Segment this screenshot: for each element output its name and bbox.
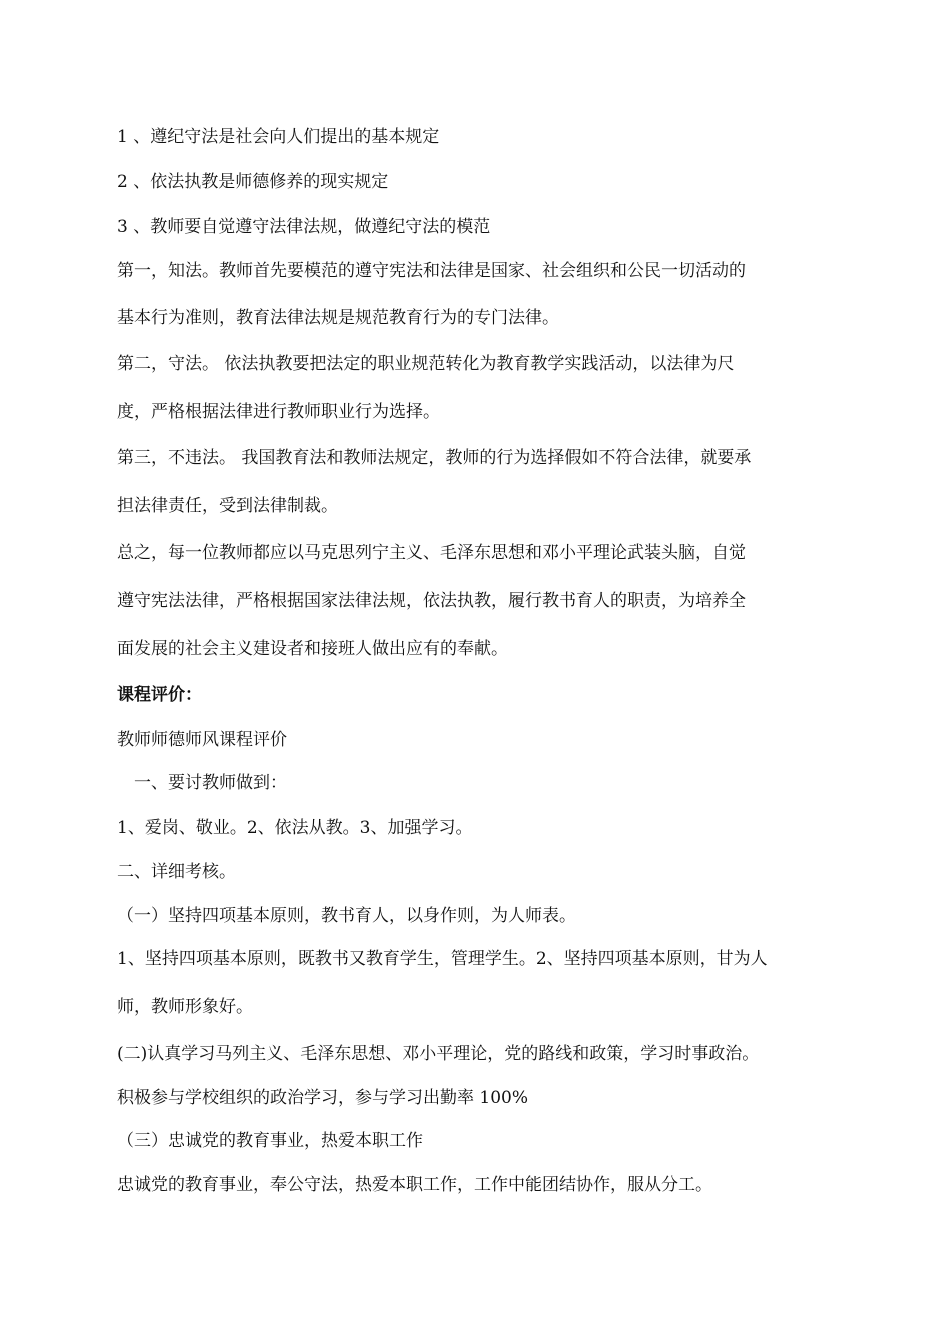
evaluation-subsection-2: (二)认真学习马列主义、毛泽东思想、邓小平理论，党的路线和政策，学习时事政治。 xyxy=(117,1044,760,1064)
section-heading-course-evaluation: 课程评价： xyxy=(117,685,202,705)
paragraph-second-line-1: 第二，守法。 依法执教要把法定的职业规范转化为教育教学实践活动，以法律为尺 xyxy=(117,354,735,374)
summary-line-3: 面发展的社会主义建设者和接班人做出应有的奉献。 xyxy=(117,639,508,659)
numbered-item-1: 1 、遵纪守法是社会向人们提出的基本规定 xyxy=(117,127,440,147)
paragraph-third-line-2: 担法律责任，受到法律制裁。 xyxy=(117,496,338,516)
paragraph-first-line-2: 基本行为准则，教育法律法规是规范教育行为的专门法律。 xyxy=(117,308,559,328)
evaluation-subsection-1-detail-line-1: 1、坚持四项基本原则，既教书又教育学生，管理学生。2、坚持四项基本原则，甘为人 xyxy=(117,949,768,969)
summary-line-1: 总之，每一位教师都应以马克思列宁主义、毛泽东思想和邓小平理论武装头脑，自觉 xyxy=(117,543,746,563)
evaluation-part-1-heading: 一、要讨教师做到： xyxy=(134,773,287,793)
paragraph-third-line-1: 第三，不违法。 我国教育法和教师法规定，教师的行为选择假如不符合法律，就要承 xyxy=(117,448,752,468)
paragraph-second-line-2: 度，严格根据法律进行教师职业行为选择。 xyxy=(117,402,440,422)
evaluation-subsection-3-detail: 忠诚党的教育事业，奉公守法，热爱本职工作，工作中能团结协作，服从分工。 xyxy=(117,1175,712,1195)
evaluation-subsection-1: （一）坚持四项基本原则，教书育人，以身作则，为人师表。 xyxy=(117,906,576,926)
evaluation-subsection-1-detail-line-2: 师，教师形象好。 xyxy=(117,997,253,1017)
numbered-item-2: 2 、依法执教是师德修养的现实规定 xyxy=(117,172,389,192)
summary-line-2: 遵守宪法法律，严格根据国家法律法规，依法执教，履行教书育人的职责，为培养全 xyxy=(117,591,746,611)
paragraph-first-line-1: 第一，知法。教师首先要模范的遵守宪法和法律是国家、社会组织和公民一切活动的 xyxy=(117,261,746,281)
evaluation-subsection-2-detail: 积极参与学校组织的政治学习，参与学习出勤率 100% xyxy=(117,1088,529,1108)
evaluation-part-1-items: 1、爱岗、敬业。2、依法从教。3、加强学习。 xyxy=(117,818,473,838)
evaluation-title: 教师师德师风课程评价 xyxy=(117,730,287,750)
evaluation-subsection-3: （三）忠诚党的教育事业，热爱本职工作 xyxy=(117,1131,423,1151)
evaluation-part-2-heading: 二、详细考核。 xyxy=(117,862,236,882)
numbered-item-3: 3 、教师要自觉遵守法律法规，做遵纪守法的模范 xyxy=(117,217,491,237)
